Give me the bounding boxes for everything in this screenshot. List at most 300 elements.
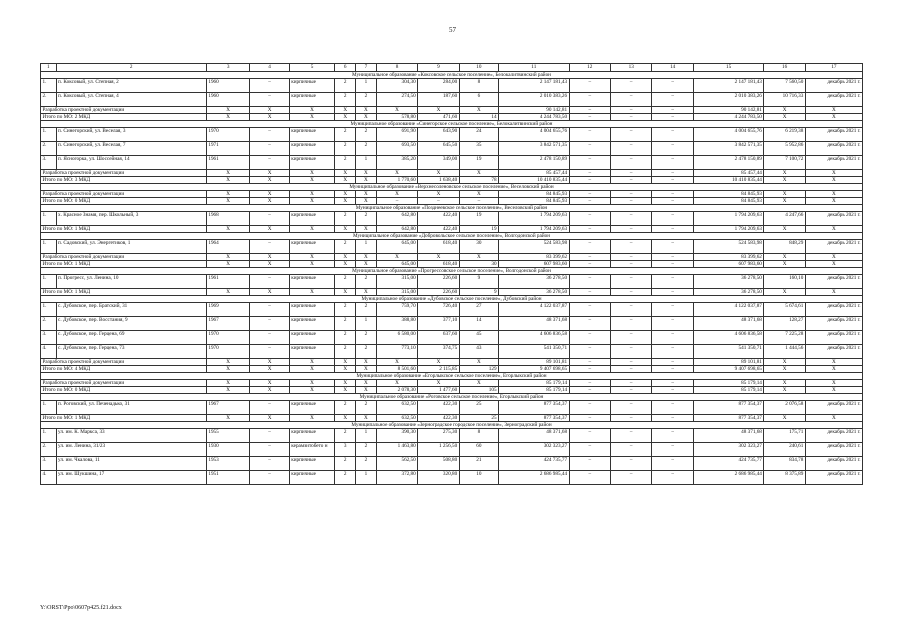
table-cell: 1 444,56 (764, 345, 805, 359)
table-cell: – (652, 366, 693, 373)
table-cell: X (418, 359, 459, 366)
table-cell: 773,10 (376, 345, 417, 359)
table-cell: п. Ясногорка, ул. Шоссейная, 14 (56, 156, 206, 170)
table-cell: – (250, 79, 289, 93)
municipality-header-row (41, 268, 863, 275)
table-cell: – (611, 142, 652, 156)
table-cell: 48 371,68 (499, 317, 569, 331)
table-cell: – (569, 401, 610, 415)
table-cell: – (652, 317, 693, 331)
table-cell: ул. им. Ленина, 31/23 (56, 443, 206, 457)
table-cell: ул. им. К. Маркса, 33 (56, 429, 206, 443)
building-row (41, 471, 863, 485)
table-cell: 1968 (206, 212, 250, 226)
table-cell: – (569, 443, 610, 457)
table-cell: 1 256,50 (418, 443, 459, 457)
building-row (41, 401, 863, 415)
table-cell: – (611, 198, 652, 205)
table-cell: – (611, 289, 652, 296)
table-cell: 8 501,60 (376, 366, 417, 373)
housing-program-table-wrap (40, 63, 863, 485)
table-cell: 48 371,68 (499, 429, 569, 443)
table-cell: 5 952,86 (764, 142, 805, 156)
table-cell: 129 (459, 366, 498, 373)
table-cell: X (289, 177, 335, 184)
table-cell: – (250, 429, 289, 443)
table-cell: 84 845,93 (693, 191, 763, 198)
table-cell: 1970 (206, 345, 250, 359)
table-cell: 4 244 783,50 (693, 114, 763, 121)
table-cell: 3. (41, 156, 57, 170)
table-cell: X (356, 107, 377, 114)
table-cell: 2 010 383,26 (499, 93, 569, 107)
table-cell: 6 580,00 (376, 331, 417, 345)
table-cell: 7 100,72 (764, 156, 805, 170)
column-number-cell: 6 (335, 64, 356, 72)
table-cell: – (611, 303, 652, 317)
column-number-cell: 2 (56, 64, 206, 72)
table-cell: – (652, 142, 693, 156)
table-cell: – (611, 359, 652, 366)
table-cell: – (569, 240, 610, 254)
table-cell: 10 (459, 471, 498, 485)
table-cell: 759,70 (376, 303, 417, 317)
table-cell: 36 278,50 (693, 275, 763, 289)
municipality-header-row (41, 184, 863, 191)
municipality-header-row (41, 373, 863, 380)
table-cell: – (569, 471, 610, 485)
table-cell: 1951 (206, 471, 250, 485)
table-cell: – (611, 254, 652, 261)
table-cell: – (569, 317, 610, 331)
table-cell: 645,00 (376, 240, 417, 254)
table-cell: – (569, 170, 610, 177)
table-cell: п. Коксовый, ул. Степная, 4 (56, 93, 206, 107)
table-cell: 320,80 (418, 471, 459, 485)
table-cell: кирпичные (289, 345, 335, 359)
summary-row (41, 387, 863, 394)
table-cell: Итого по МО: 0 МКД (41, 198, 207, 205)
table-cell: 1. (41, 240, 57, 254)
table-cell: 642,80 (376, 226, 417, 233)
municipality-title: Муниципальное образование «Синегорское сельское поселение», Белокалитвинский район (41, 121, 863, 128)
table-cell: 848,29 (764, 240, 805, 254)
table-cell: 834,78 (764, 457, 805, 471)
table-cell: 385,20 (376, 156, 417, 170)
table-cell: 1 794 209,63 (693, 212, 763, 226)
summary-row (41, 177, 863, 184)
table-cell: X (805, 366, 862, 373)
table-cell: кирпичные (289, 429, 335, 443)
housing-program-table (40, 63, 863, 485)
table-cell: п. Синегорский, ул. Веселая, 3 (56, 128, 206, 142)
table-cell: 7 225,28 (764, 331, 805, 345)
table-cell: – (250, 317, 289, 331)
table-cell: X (356, 261, 377, 268)
table-cell: 2 (335, 457, 356, 471)
table-cell: 1 (356, 471, 377, 485)
table-cell: 84 845,93 (693, 198, 763, 205)
table-cell: 645,50 (418, 142, 459, 156)
table-cell: декабрь 2021 г. (805, 345, 862, 359)
summary-row (41, 415, 863, 422)
table-cell: 422,30 (418, 401, 459, 415)
table-cell: 422,40 (418, 212, 459, 226)
table-cell: X (289, 387, 335, 394)
table-cell: – (569, 331, 610, 345)
table-cell: 607 983,60 (499, 261, 569, 268)
table-cell: Итого по МО: 1 МКД (41, 261, 207, 268)
page-number: 57 (449, 26, 456, 34)
table-cell: 21 (459, 457, 498, 471)
column-number-cell: 11 (499, 64, 569, 72)
table-cell: 128,27 (764, 317, 805, 331)
table-cell: с. Дубовское, пер. Братский, 31 (56, 303, 206, 317)
table-cell: 524 583,98 (693, 240, 763, 254)
table-cell: 7 560,50 (764, 79, 805, 93)
table-cell: – (569, 366, 610, 373)
table-cell: X (459, 191, 498, 198)
table-cell: X (764, 198, 805, 205)
table-cell: X (376, 380, 417, 387)
table-cell: X (289, 107, 335, 114)
table-cell: X (805, 359, 862, 366)
table-cell: 1 794 209,63 (499, 212, 569, 226)
table-cell: X (356, 114, 377, 121)
table-cell: X (206, 114, 250, 121)
table-cell: 1 (356, 429, 377, 443)
table-cell: – (652, 443, 693, 457)
table-cell: X (250, 254, 289, 261)
table-cell: X (250, 177, 289, 184)
table-cell: X (206, 415, 250, 422)
table-cell: – (652, 198, 693, 205)
summary-row (41, 261, 863, 268)
table-cell: 85 179,14 (499, 380, 569, 387)
table-cell: 2 (356, 275, 377, 289)
table-cell: – (611, 226, 652, 233)
table-cell: 1 (356, 240, 377, 254)
table-cell: п. Роговский, ул. Печенадько, 31 (56, 401, 206, 415)
table-cell: 372,80 (376, 471, 417, 485)
table-cell: 240,61 (764, 443, 805, 457)
building-row (41, 429, 863, 443)
table-cell: – (250, 93, 289, 107)
table-cell: 89 101,81 (499, 359, 569, 366)
table-cell: – (611, 107, 652, 114)
table-cell: 1. (41, 275, 57, 289)
table-cell: 1970 (206, 128, 250, 142)
column-number-cell: 9 (418, 64, 459, 72)
table-cell: 36 278,50 (499, 275, 569, 289)
table-cell: декабрь 2021 г. (805, 317, 862, 331)
table-cell: X (206, 226, 250, 233)
summary-row (41, 107, 863, 114)
table-cell: X (250, 359, 289, 366)
table-cell: кирпичные (289, 142, 335, 156)
building-row (41, 240, 863, 254)
table-cell: кирпичные (289, 471, 335, 485)
table-cell: 2 (356, 303, 377, 317)
table-cell: 1. (41, 401, 57, 415)
table-cell: X (250, 114, 289, 121)
table-cell: 1960 (206, 93, 250, 107)
table-cell: – (652, 240, 693, 254)
table-cell: – (611, 275, 652, 289)
table-cell: 1. (41, 429, 57, 443)
table-cell: 524 583,98 (499, 240, 569, 254)
table-cell: 85 179,14 (693, 387, 763, 394)
municipality-header-row (41, 233, 863, 240)
table-cell: X (764, 289, 805, 296)
table-cell: кирпичные (289, 79, 335, 93)
table-cell: X (335, 254, 356, 261)
table-cell: 1 770,60 (376, 177, 417, 184)
table-cell: 10 410 835,44 (693, 177, 763, 184)
table-cell: 1960 (206, 79, 250, 93)
building-row (41, 79, 863, 93)
table-cell: – (569, 359, 610, 366)
table-cell: – (250, 303, 289, 317)
table-cell: 8 (459, 79, 498, 93)
table-cell: X (356, 254, 377, 261)
table-cell: X (250, 289, 289, 296)
table-cell: 6 (459, 93, 498, 107)
table-cell: X (805, 415, 862, 422)
table-cell: 4. (41, 471, 57, 485)
municipality-title: Муниципальное образование «Зерноградское городское поселение», Зерноградский район (41, 422, 863, 429)
table-cell: X (764, 226, 805, 233)
table-cell: п. Садовский, ул. Энергетиков, 1 (56, 240, 206, 254)
table-cell: – (652, 289, 693, 296)
table-cell: 85 457,44 (499, 170, 569, 177)
table-cell: с. Дубовское, пер. Восстания, 9 (56, 317, 206, 331)
table-cell: 388,80 (376, 317, 417, 331)
column-number-cell: 4 (250, 64, 289, 72)
table-cell: X (764, 366, 805, 373)
table-cell: декабрь 2021 г. (805, 79, 862, 93)
table-cell: – (611, 170, 652, 177)
table-cell: 1 794 209,63 (693, 226, 763, 233)
table-cell: кирпичные (289, 331, 335, 345)
table-cell: 226,60 (418, 275, 459, 289)
municipality-header-row (41, 121, 863, 128)
table-cell: 36 278,50 (693, 289, 763, 296)
table-cell: – (611, 212, 652, 226)
table-cell: 2 (335, 401, 356, 415)
table-cell: – (250, 331, 289, 345)
table-cell: с. Дубовское, пер. Герцена, 69 (56, 331, 206, 345)
municipality-header-row (41, 422, 863, 429)
column-number-cell: 8 (376, 64, 417, 72)
table-cell: декабрь 2021 г. (805, 471, 862, 485)
table-cell: X (356, 359, 377, 366)
table-cell: X (764, 107, 805, 114)
table-cell: – (250, 212, 289, 226)
table-cell: 10 716,33 (764, 93, 805, 107)
table-cell: – (652, 380, 693, 387)
table-cell: 1961 (206, 156, 250, 170)
table-cell: 1 794 209,63 (499, 226, 569, 233)
table-cell: X (289, 359, 335, 366)
table-cell: – (569, 114, 610, 121)
table-cell: 284,00 (418, 79, 459, 93)
table-cell: X (459, 170, 498, 177)
table-cell: – (569, 198, 610, 205)
table-cell: 645,00 (376, 261, 417, 268)
table-cell: 275,30 (418, 429, 459, 443)
table-cell: 9 407 698,65 (693, 366, 763, 373)
table-cell: – (250, 142, 289, 156)
table-cell: 2 (335, 317, 356, 331)
table-cell: X (289, 380, 335, 387)
table-cell: – (652, 401, 693, 415)
table-cell: 4 606 836,58 (499, 331, 569, 345)
table-cell: X (250, 380, 289, 387)
table-cell: – (418, 198, 459, 205)
table-cell: X (250, 170, 289, 177)
table-cell: 508,80 (418, 457, 459, 471)
municipality-title: Муниципальное образование «Дубовское сельское поселение», Дубовский район (41, 296, 863, 303)
table-cell: X (764, 170, 805, 177)
table-cell: 2 076,58 (764, 401, 805, 415)
table-cell: – (652, 345, 693, 359)
table-cell: – (611, 345, 652, 359)
table-cell: – (250, 345, 289, 359)
table-cell: 422,30 (418, 415, 459, 422)
table-cell: – (611, 93, 652, 107)
table-cell: 4. (41, 345, 57, 359)
table-cell: X (764, 415, 805, 422)
table-cell: 2 (356, 345, 377, 359)
table-cell: X (376, 254, 417, 261)
table-cell: X (764, 191, 805, 198)
table-cell: п. Прогресс, ул. Ленина, 10 (56, 275, 206, 289)
table-cell: X (335, 191, 356, 198)
table-cell: – (569, 275, 610, 289)
table-cell: 632,50 (376, 401, 417, 415)
table-cell: 9 (459, 275, 498, 289)
table-cell: X (805, 114, 862, 121)
table-cell: 83 399,62 (499, 254, 569, 261)
table-cell: 2. (41, 93, 57, 107)
building-row (41, 156, 863, 170)
table-cell: X (335, 366, 356, 373)
table-cell: 2 115,85 (418, 366, 459, 373)
table-cell: 1. (41, 79, 57, 93)
table-cell: 691,90 (376, 128, 417, 142)
summary-row (41, 191, 863, 198)
table-cell: X (206, 177, 250, 184)
table-cell: X (335, 289, 356, 296)
table-cell: 1 (356, 156, 377, 170)
table-cell: 2 147 181,43 (499, 79, 569, 93)
table-cell: 315,00 (376, 289, 417, 296)
table-cell: – (250, 457, 289, 471)
table-cell: – (652, 429, 693, 443)
table-cell: – (652, 387, 693, 394)
municipality-title: Муниципальное образование «Позднеевское сельское поселение», Веселовский район (41, 205, 863, 212)
municipality-title: Муниципальное образование «Верхнесоленовское сельское поселение», Веселовский район (41, 184, 863, 191)
table-cell: X (289, 191, 335, 198)
table-cell: – (652, 107, 693, 114)
summary-row (41, 289, 863, 296)
table-cell: X (335, 177, 356, 184)
municipality-title: Муниципальное образование «Коксовское сельское поселение», Белокалитвинский район (41, 72, 863, 79)
building-row (41, 345, 863, 359)
table-cell: 541 350,71 (499, 345, 569, 359)
table-cell: X (356, 191, 377, 198)
table-cell: X (289, 198, 335, 205)
table-cell: 377,10 (418, 317, 459, 331)
table-cell: X (805, 289, 862, 296)
table-cell: кирпичные (289, 401, 335, 415)
table-cell: – (611, 429, 652, 443)
table-cell: 1. (41, 303, 57, 317)
table-cell: – (569, 156, 610, 170)
table-cell: X (289, 261, 335, 268)
table-cell: 89 101,81 (693, 359, 763, 366)
table-cell: х. Красное Знамя, пер. Школьный, 3 (56, 212, 206, 226)
table-cell: – (611, 415, 652, 422)
column-number-cell: 16 (764, 64, 805, 72)
table-cell: X (250, 261, 289, 268)
table-cell: 1964 (206, 240, 250, 254)
table-cell: Разработка проектной документации (41, 359, 207, 366)
table-cell: 2 078,30 (376, 387, 417, 394)
table-cell: кирпичные (289, 93, 335, 107)
table-cell: 10 410 835,44 (499, 177, 569, 184)
table-cell: 274,50 (376, 93, 417, 107)
table-cell: X (356, 289, 377, 296)
table-cell: 2 (335, 303, 356, 317)
table-cell: 2 (356, 331, 377, 345)
table-cell: X (335, 380, 356, 387)
table-cell: X (289, 366, 335, 373)
table-cell: декабрь 2021 г. (805, 128, 862, 142)
table-cell: Разработка проектной документации (41, 254, 207, 261)
table-cell: – (569, 289, 610, 296)
table-cell: 1. (41, 128, 57, 142)
table-cell: X (459, 359, 498, 366)
table-cell: X (206, 198, 250, 205)
table-cell: – (250, 401, 289, 415)
table-cell: 85 179,14 (693, 380, 763, 387)
table-cell: 877 354,37 (499, 401, 569, 415)
table-cell: – (250, 156, 289, 170)
table-cell: декабрь 2021 г. (805, 93, 862, 107)
table-cell: – (611, 156, 652, 170)
table-cell: X (250, 366, 289, 373)
column-number-cell: 13 (611, 64, 652, 72)
table-cell: – (611, 366, 652, 373)
table-cell: 2. (41, 443, 57, 457)
table-cell: X (206, 380, 250, 387)
table-cell: 1953 (206, 457, 250, 471)
municipality-header-row (41, 394, 863, 401)
table-cell: 642,80 (376, 212, 417, 226)
table-cell: – (569, 226, 610, 233)
table-cell: 6 219,38 (764, 128, 805, 142)
table-cell: декабрь 2021 г. (805, 429, 862, 443)
table-cell: 85 179,14 (499, 387, 569, 394)
table-cell: X (764, 177, 805, 184)
table-cell: X (356, 177, 377, 184)
table-cell: 1969 (206, 303, 250, 317)
table-cell: X (206, 387, 250, 394)
table-cell: X (805, 177, 862, 184)
table-cell: 2 (335, 240, 356, 254)
